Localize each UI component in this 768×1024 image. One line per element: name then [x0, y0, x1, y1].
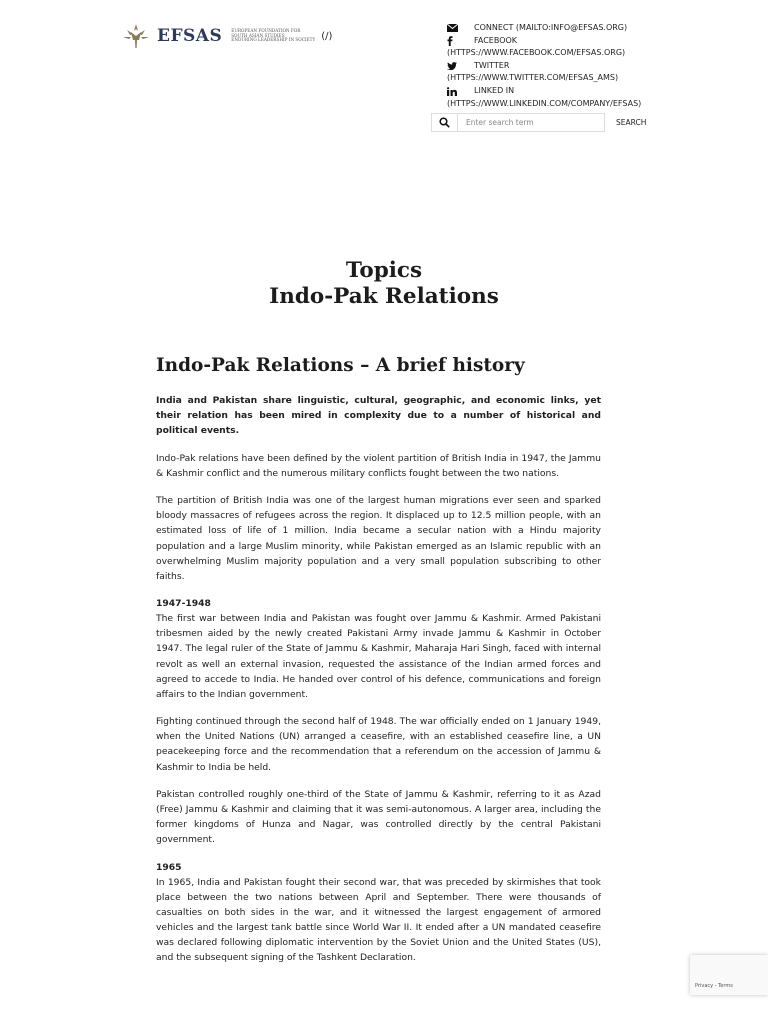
- article-paragraph: The first war between India and Pakistan was fought over Jammu & Kashmir. Armed Pakistani tribesmen aided by the newly created Pakistani Army invade Jammu & Kashmir in October 1947. The legal ruler of the State of Jammu & Kashmir, Maharaja Hari Singh, faced with internal revolt as well an external invasion, requested the assistance of the Indian armed forces and agreed to accede to India. He handed over control of his defence, communications and foreign affairs to the Indian government.: [156, 613, 601, 700]
- page-title-line: Indo-Pak Relations: [269, 284, 499, 309]
- article-paragraph: Indo-Pak relations have been defined by the violent partition of British India in 1947, the Jammu & Kashmir conflict and the numerous military conflicts fought between the two nations.: [156, 452, 601, 479]
- connect-label: CONNECT (MAILTO:INFO@EFSAS.ORG): [474, 23, 628, 32]
- home-link[interactable]: (/): [321, 30, 333, 42]
- article-section: [156, 860, 601, 966]
- recaptcha-privacy-terms[interactable]: Privacy - Terms: [695, 983, 733, 989]
- section-year: 1947-1948: [156, 598, 211, 610]
- linkedin-url: (HTTPS://WWW.LINKEDIN.COM/COMPANY/EFSAS): [447, 98, 642, 108]
- twitter-link[interactable]: [447, 60, 662, 85]
- article-section: [156, 596, 601, 702]
- article-paragraph: In 1965, India and Pakistan fought their second war, that was preceded by skirmishes that took place between the two nations between April and September. There were thousands of casualties on both sides in the war, and it witnessed the largest engagement of armored vehicles and the largest tank battle since World War II. It ended after a UN mandated ceasefire was declared following diplomatic intervention by the Soviet Union and the United States (US), and the subsequent signing of the Tashkent Declaration.: [156, 876, 601, 964]
- logo-subtitle: [231, 29, 317, 43]
- page-title-line: Topics: [345, 258, 423, 283]
- logo-subtitle-line: ENDURING LEADERSHIP IN SOCIETY: [231, 37, 316, 43]
- search-input[interactable]: [457, 113, 605, 132]
- article-body: [156, 351, 601, 978]
- recaptcha-badge[interactable]: [690, 955, 768, 995]
- twitter-label: TWITTER: [474, 60, 510, 70]
- twitter-url: (HTTPS://WWW.TWITTER.COM/EFSAS_AMS): [447, 73, 619, 83]
- facebook-link[interactable]: [447, 35, 662, 60]
- section-year: 1965: [156, 861, 182, 873]
- linkedin-icon: [447, 85, 474, 98]
- linkedin-link[interactable]: [447, 85, 662, 110]
- article-lead: India and Pakistan share linguistic, cultural, geographic, and economic links, yet their relation has been mired in complexity due to a number of historical and political events.: [156, 395, 601, 437]
- article-paragraph: Pakistan controlled roughly one-third of the State of Jammu & Kashmir, referring to it as Azad (Free) Jammu & Kashmir and claiming that it was semi-autonomous. A larger area, including the former kingdoms of Hunza and Nagar, was controlled directly by the central Pakistani government.: [156, 789, 601, 846]
- social-links: [447, 22, 662, 110]
- page-title: [0, 258, 768, 310]
- search-button[interactable]: SEARCH: [616, 118, 647, 127]
- facebook-url: (HTTPS://WWW.FACEBOOK.COM/EFSAS.ORG): [447, 48, 626, 58]
- linkedin-label: LINKED IN: [474, 85, 515, 95]
- envelope-icon: [447, 22, 474, 35]
- search-icon[interactable]: [431, 113, 457, 132]
- facebook-icon: [447, 35, 474, 48]
- connect-link[interactable]: [447, 22, 662, 35]
- logo-subtitle-line: EUROPEAN FOUNDATION FOR: [231, 27, 301, 33]
- search-bar: [431, 113, 651, 132]
- logo-emblem-icon: [121, 22, 151, 50]
- site-logo[interactable]: [121, 22, 332, 50]
- article-heading: Indo-Pak Relations – A brief history: [156, 355, 525, 376]
- article-paragraph: Fighting continued through the second half of 1948. The war officially ended on 1 January 1949, when the United Nations (UN) arranged a ceasefire, with an established ceasefire line, a UN peacekeeping force and the recommendation that a referendum on the accession of Jammu & Kashmir to India be held.: [156, 716, 601, 773]
- logo-text: EFSAS: [157, 26, 223, 46]
- twitter-icon: [447, 60, 474, 73]
- facebook-label: FACEBOOK: [474, 35, 518, 45]
- article-paragraph: The partition of British India was one of the largest human migrations ever seen and sparked bloody massacres of refugees across the region. It displaced up to 12.5 million people, with an estimated loss of life of 1 million. India became a secular nation with a Hindu majority population and a large Muslim minority, while Pakistan emerged as an Islamic republic with an overwhelming Muslim majority population and a very small population subscribing to other faiths.: [156, 495, 601, 582]
- logo-subtitle-line: SOUTH ASIAN STUDIES: [231, 32, 285, 38]
